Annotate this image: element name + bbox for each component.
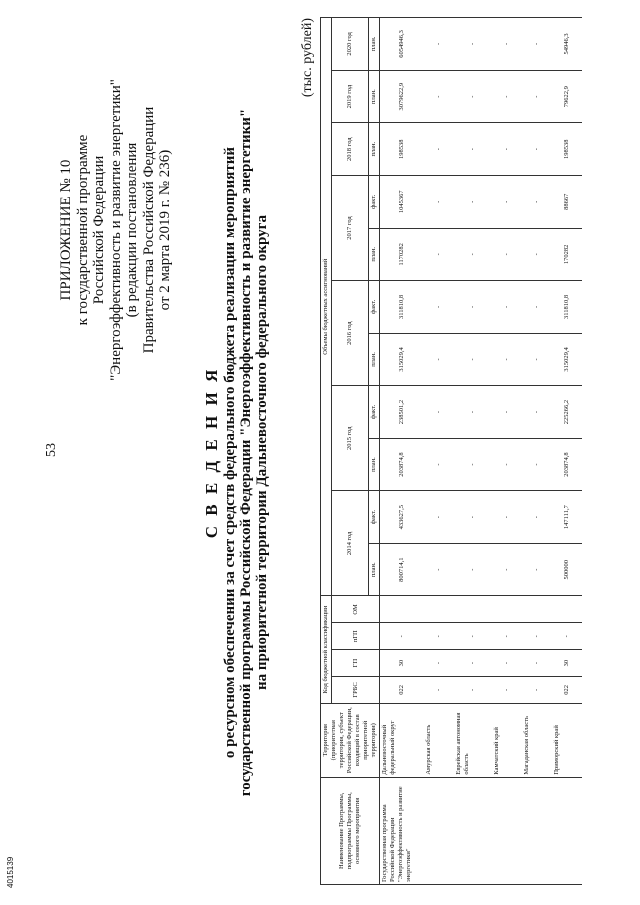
header-plan: план. <box>369 333 380 386</box>
code-cell-pgp: - <box>454 623 492 650</box>
table-row <box>454 18 492 885</box>
subtitle-line: на приоритетной территории Дальневосточного федерального округа <box>254 215 270 690</box>
value-cell: - <box>522 123 552 176</box>
value-cell: - <box>454 386 492 439</box>
table-body <box>380 18 582 885</box>
value-cell: - <box>492 543 522 596</box>
header-plan: план. <box>369 543 380 596</box>
code-cell-pgp: - <box>424 623 454 650</box>
value-cell: - <box>424 18 454 71</box>
value-cell: 170282 <box>552 228 582 281</box>
value-cell: - <box>492 123 522 176</box>
header-plan: план. <box>369 123 380 176</box>
appendix-line: Российской Федерации <box>91 155 107 305</box>
value-cell: - <box>454 228 492 281</box>
header-year: 2017 год <box>332 175 369 280</box>
code-cell-om <box>424 596 454 623</box>
header-fact: факт. <box>369 386 380 439</box>
value-cell: 433627,5 <box>380 491 424 544</box>
header-plan: план. <box>369 18 380 71</box>
code-cell-grbs: - <box>454 677 492 704</box>
header-pgp: пГП <box>332 623 380 650</box>
code-cell-om <box>454 596 492 623</box>
value-cell: - <box>522 70 552 123</box>
program-name-cell-empty <box>552 777 582 884</box>
value-cell: 3079622,9 <box>380 70 424 123</box>
header-fact: факт. <box>369 175 380 228</box>
value-cell: 500000 <box>552 543 582 596</box>
header-year: 2014 год <box>332 491 369 596</box>
table-row <box>424 18 454 885</box>
value-cell: - <box>424 175 454 228</box>
value-cell: 225266,2 <box>552 386 582 439</box>
value-cell: - <box>424 386 454 439</box>
value-cell: 79622,9 <box>552 70 582 123</box>
header-gp: ГП <box>332 650 380 677</box>
appendix-line: от 2 марта 2019 г. № 236) <box>157 149 173 311</box>
value-cell: 203874,8 <box>380 438 424 491</box>
value-cell: - <box>522 543 552 596</box>
value-cell: 198538 <box>380 123 424 176</box>
subtitle-line: государственной программы Российской Федерации "Энергоэффективность и развитие энергетики" <box>238 108 254 797</box>
appendix-line: ПРИЛОЖЕНИЕ № 10 <box>58 159 74 301</box>
appendix-line: к государственной программе <box>74 134 91 326</box>
territory-cell: Амурская область <box>424 703 454 777</box>
header-year: 2018 год <box>332 123 369 176</box>
appendix-line: (в редакции постановления <box>124 142 140 318</box>
document-subtitle <box>222 0 270 905</box>
header-year: 2015 год <box>332 386 369 491</box>
value-cell: 315029,4 <box>552 333 582 386</box>
value-cell: 147111,7 <box>552 491 582 544</box>
territory-cell: Камчатский край <box>492 703 522 777</box>
header-code: Код бюджетной классификации <box>321 596 332 703</box>
program-name-cell-empty <box>424 777 454 884</box>
value-cell: 1045367 <box>380 175 424 228</box>
value-cell: 238501,2 <box>380 386 424 439</box>
value-cell: - <box>522 175 552 228</box>
territory-cell: Магаданская область <box>522 703 552 777</box>
code-cell-grbs: 022 <box>380 677 424 704</box>
value-cell: - <box>492 175 522 228</box>
code-cell-grbs: - <box>424 677 454 704</box>
value-cell: - <box>424 438 454 491</box>
header-grbs: ГРБС <box>332 677 380 704</box>
value-cell: 203874,8 <box>552 438 582 491</box>
header-plan: план. <box>369 70 380 123</box>
appendix-line: Правительства Российской Федерации <box>140 106 157 354</box>
code-cell-gp: - <box>522 650 552 677</box>
value-cell: - <box>454 70 492 123</box>
value-cell: 800714,1 <box>380 543 424 596</box>
code-cell-gp: - <box>454 650 492 677</box>
value-cell: - <box>492 333 522 386</box>
value-cell: - <box>522 386 552 439</box>
header-plan: план. <box>369 438 380 491</box>
header-year: 2020 год <box>332 18 369 71</box>
value-cell: 88667 <box>552 175 582 228</box>
header-om: ОМ <box>332 596 380 623</box>
value-cell: - <box>454 333 492 386</box>
code-cell-om <box>380 596 424 623</box>
appendix-header <box>58 40 174 420</box>
header-volumes: Объемы бюджетных ассигнований <box>321 18 332 596</box>
value-cell: - <box>424 333 454 386</box>
value-cell: - <box>492 228 522 281</box>
header-fact: факт. <box>369 281 380 334</box>
value-cell: 315029,4 <box>380 333 424 386</box>
header-fact: факт. <box>369 491 380 544</box>
territory-cell: Приморский край <box>552 703 582 777</box>
subtitle-line: о ресурсном обеспечении за счет средств федерального бюджета реализации мероприятий <box>222 146 238 759</box>
program-name-cell-empty <box>454 777 492 884</box>
value-cell: - <box>522 18 552 71</box>
units-label: (тыс. рублей) <box>300 18 315 98</box>
value-cell: - <box>492 70 522 123</box>
code-cell-om <box>552 596 582 623</box>
table-row <box>552 18 582 885</box>
code-cell-om <box>492 596 522 623</box>
header-name: Наименование Программы, подпрограммы Программы, основного мероприятия <box>321 777 380 884</box>
value-cell: - <box>522 491 552 544</box>
value-cell: - <box>522 333 552 386</box>
value-cell: - <box>454 543 492 596</box>
value-cell: - <box>492 386 522 439</box>
value-cell: - <box>424 228 454 281</box>
value-cell: - <box>492 491 522 544</box>
value-cell: - <box>522 281 552 334</box>
code-cell-gp: - <box>492 650 522 677</box>
value-cell: - <box>424 491 454 544</box>
header-territory: Территория (приоритетная территория, субъект Российской Федерации, входящий в состав приоритетной территории) <box>321 703 380 777</box>
header-plan: план. <box>369 228 380 281</box>
code-cell-gp: 30 <box>552 650 582 677</box>
value-cell: - <box>454 123 492 176</box>
value-cell: - <box>454 491 492 544</box>
value-cell: - <box>454 175 492 228</box>
barcode-text: 4015139 <box>6 856 15 888</box>
code-cell-pgp: - <box>492 623 522 650</box>
code-cell-pgp: - <box>522 623 552 650</box>
territory-cell: Дальневосточный федеральный округ <box>380 703 424 777</box>
header-year: 2016 год <box>332 281 369 386</box>
program-name-cell-empty <box>522 777 552 884</box>
code-cell-pgp: - <box>380 623 424 650</box>
value-cell: - <box>454 281 492 334</box>
code-cell-gp: 30 <box>380 650 424 677</box>
table-row <box>522 18 552 885</box>
territory-cell: Еврейская автономная область <box>454 703 492 777</box>
value-cell: - <box>454 438 492 491</box>
appendix-line: "Энергоэффективность и развитие энергетики" <box>107 79 124 381</box>
value-cell: 198538 <box>552 123 582 176</box>
program-name-cell-empty <box>492 777 522 884</box>
table-row <box>380 18 424 885</box>
value-cell: 311810,8 <box>380 281 424 334</box>
code-cell-pgp: - <box>552 623 582 650</box>
code-cell-grbs: 022 <box>552 677 582 704</box>
value-cell: - <box>492 281 522 334</box>
header-year: 2019 год <box>332 70 369 123</box>
value-cell: - <box>424 543 454 596</box>
document-barcode-number <box>6 828 18 888</box>
value-cell: - <box>522 228 552 281</box>
resource-table <box>320 17 582 885</box>
value-cell: - <box>492 18 522 71</box>
value-cell: - <box>424 123 454 176</box>
value-cell: - <box>492 438 522 491</box>
value-cell: - <box>454 18 492 71</box>
code-cell-om <box>522 596 552 623</box>
value-cell: - <box>424 281 454 334</box>
value-cell: 311810,8 <box>552 281 582 334</box>
value-cell: - <box>522 438 552 491</box>
value-cell: 54946,3 <box>552 18 582 71</box>
program-name-cell: Государственная программа Российской Федерации "Энергоэффективность и развитие энергетики" <box>380 777 424 884</box>
value-cell: 1170282 <box>380 228 424 281</box>
page-number: 53 <box>44 443 59 457</box>
document-title: С В Е Д Е Н И Я <box>202 366 221 539</box>
value-cell: 6054946,3 <box>380 18 424 71</box>
code-cell-grbs: - <box>492 677 522 704</box>
code-cell-gp: - <box>424 650 454 677</box>
table-row <box>492 18 522 885</box>
value-cell: - <box>424 70 454 123</box>
code-cell-grbs: - <box>522 677 552 704</box>
